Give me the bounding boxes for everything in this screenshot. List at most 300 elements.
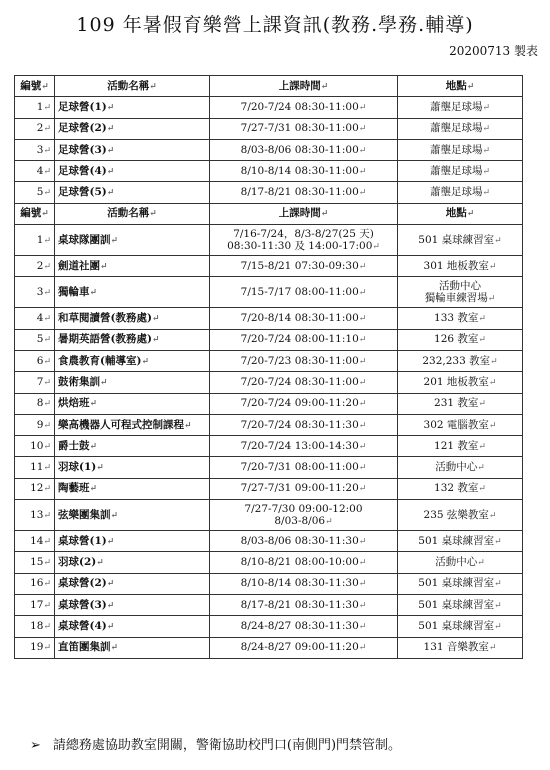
return-mark-icon: ↵ — [358, 557, 367, 568]
row-number — [15, 616, 55, 637]
location-text: 235 弦樂教室 — [423, 508, 489, 521]
return-mark-icon: ↵ — [358, 356, 367, 367]
table-row — [15, 350, 523, 371]
class-time — [210, 414, 398, 435]
header-row-2 — [15, 203, 523, 224]
class-time — [210, 277, 398, 308]
return-mark-icon: ↵ — [487, 293, 496, 304]
return-mark-icon: ↵ — [43, 235, 51, 246]
location-text: 301 地板教室 — [423, 259, 489, 272]
header-activity — [55, 203, 210, 224]
activity-name-text: 羽球(1) — [58, 461, 97, 474]
activity-name — [55, 277, 210, 308]
class-time-text: 8/10-8/14 08:30-11:30 — [240, 577, 359, 590]
return-mark-icon: ↵ — [43, 536, 51, 547]
return-mark-icon: ↵ — [488, 510, 497, 521]
class-time — [210, 594, 398, 615]
return-mark-icon: ↵ — [43, 510, 51, 521]
return-mark-icon: ↵ — [372, 241, 380, 252]
row-number-text: 16 — [30, 577, 44, 590]
row-number-text: 17 — [30, 598, 44, 611]
row-number-text: 1 — [36, 100, 44, 113]
location — [398, 637, 523, 658]
row-number — [15, 478, 55, 499]
location-text: 蕭壟足球場 — [429, 122, 483, 135]
class-time — [210, 161, 398, 182]
location-text: 蕭壟足球場 — [429, 143, 483, 156]
return-mark-icon: ↵ — [89, 484, 98, 495]
class-time — [210, 350, 398, 371]
table-row — [15, 500, 523, 531]
activity-name — [55, 139, 210, 160]
class-time-text: 7/16-7/24，8/3-8/27(25 天) — [233, 227, 374, 240]
return-mark-icon: ↵ — [358, 600, 367, 611]
return-mark-icon: ↵ — [358, 579, 367, 590]
location-text: 132 教室 — [434, 482, 479, 495]
class-time-text: 7/27-7/30 09:00-12:00 — [244, 502, 363, 515]
return-mark-icon: ↵ — [106, 579, 115, 590]
return-mark-icon: ↵ — [43, 287, 51, 298]
row-number-text: 15 — [30, 555, 44, 568]
activity-name-text: 桌球營(3) — [58, 598, 107, 611]
row-number — [15, 256, 55, 277]
location — [398, 457, 523, 478]
header-location — [398, 203, 523, 224]
activity-name-text: 足球營(5) — [58, 186, 107, 199]
activity-name — [55, 161, 210, 182]
footer-note — [30, 734, 401, 753]
return-mark-icon: ↵ — [358, 441, 367, 452]
location — [398, 225, 523, 256]
class-time — [210, 478, 398, 499]
return-mark-icon: ↵ — [149, 81, 157, 92]
class-time — [210, 308, 398, 329]
row-number — [15, 97, 55, 118]
class-time — [210, 552, 398, 573]
table-row — [15, 161, 523, 182]
class-time-text: 8/03-8/06 08:30-11:00 — [240, 143, 359, 156]
activity-name — [55, 308, 210, 329]
activity-name — [55, 118, 210, 139]
return-mark-icon: ↵ — [43, 484, 51, 495]
date-note: 20200713 製表 — [449, 44, 538, 58]
activity-name — [55, 256, 210, 277]
location — [398, 616, 523, 637]
row-number-text: 13 — [30, 508, 44, 521]
activity-name-text: 烘焙班 — [58, 397, 90, 410]
return-mark-icon: ↵ — [106, 621, 115, 632]
row-number — [15, 308, 55, 329]
class-time-text: 7/20-7/31 08:00-11:00 — [240, 461, 359, 474]
activity-name-text: 和草閱讀營(教務處) — [58, 312, 152, 325]
class-time-text: 7/15-8/21 07:30-09:30 — [240, 259, 359, 272]
class-time-text: 7/27-7/31 09:00-11:20 — [240, 482, 359, 495]
return-mark-icon: ↵ — [96, 463, 104, 474]
activity-name — [55, 97, 210, 118]
row-number-text: 14 — [30, 534, 44, 547]
return-mark-icon: ↵ — [41, 209, 49, 220]
return-mark-icon: ↵ — [100, 377, 108, 388]
class-time-text: 8/17-8/21 08:30-11:30 — [240, 598, 359, 611]
location-text: 活動中心 — [435, 555, 478, 568]
location-text: 501 桌球練習室 — [418, 534, 495, 547]
table-row — [15, 616, 523, 637]
class-time-text: 8/10-8/14 08:30-11:00 — [240, 164, 359, 177]
return-mark-icon: ↵ — [106, 102, 115, 113]
location-text: 501 桌球練習室 — [418, 233, 495, 246]
return-mark-icon: ↵ — [482, 145, 491, 156]
return-mark-icon: ↵ — [478, 441, 486, 452]
return-mark-icon: ↵ — [466, 209, 475, 220]
return-mark-icon: ↵ — [494, 579, 502, 590]
table-row — [15, 329, 523, 350]
class-time-text: 7/20-8/14 08:30-11:00 — [240, 312, 359, 325]
activity-name — [55, 393, 210, 414]
row-number-text: 7 — [36, 375, 44, 388]
location — [398, 372, 523, 393]
activity-name — [55, 414, 210, 435]
activity-name-text: 樂高機器人可程式控制課程 — [58, 418, 184, 431]
activity-name-text: 桌球隊團訓 — [58, 233, 111, 246]
location — [398, 552, 523, 573]
activity-name-text: 獨輪車 — [58, 285, 90, 298]
row-number — [15, 531, 55, 552]
activity-name — [55, 637, 210, 658]
header-activity-text: 活動名稱 — [107, 207, 150, 220]
row-number — [15, 139, 55, 160]
class-time-text: 7/20-7/24 08:00-11:10 — [240, 333, 359, 346]
class-time — [210, 256, 398, 277]
activity-name-text: 羽球(2) — [58, 555, 97, 568]
header-no — [15, 76, 55, 97]
header-time — [210, 76, 398, 97]
return-mark-icon: ↵ — [358, 420, 367, 431]
return-mark-icon: ↵ — [494, 536, 502, 547]
row-number — [15, 414, 55, 435]
activity-name-text: 桌球營(4) — [58, 619, 107, 632]
location — [398, 436, 523, 457]
location-text: 126 教室 — [434, 333, 479, 346]
row-number — [15, 372, 55, 393]
row-number — [15, 225, 55, 256]
return-mark-icon: ↵ — [43, 377, 51, 388]
row-number-text: 4 — [36, 164, 44, 177]
location — [398, 393, 523, 414]
class-time — [210, 616, 398, 637]
header-no-text: 編號 — [20, 79, 42, 92]
class-time — [210, 118, 398, 139]
return-mark-icon: ↵ — [43, 420, 51, 431]
class-time-text: 08:30-11:30 及 14:00-17:00 — [227, 239, 373, 252]
return-mark-icon: ↵ — [43, 600, 51, 611]
return-mark-icon: ↵ — [478, 484, 486, 495]
location — [398, 478, 523, 499]
activity-name — [55, 372, 210, 393]
return-mark-icon: ↵ — [110, 235, 119, 246]
return-mark-icon: ↵ — [43, 188, 51, 199]
class-time — [210, 457, 398, 478]
activity-name-text: 暑期英語營(教務處) — [58, 333, 152, 346]
return-mark-icon: ↵ — [43, 261, 51, 272]
row-number — [15, 500, 55, 531]
return-mark-icon: ↵ — [320, 81, 329, 92]
return-mark-icon: ↵ — [358, 463, 367, 474]
activity-name — [55, 478, 210, 499]
header-time-text: 上課時間 — [278, 207, 321, 220]
row-number — [15, 573, 55, 594]
table-row — [15, 256, 523, 277]
class-time-text: 7/20-7/24 13:00-14:30 — [240, 439, 359, 452]
return-mark-icon: ↵ — [478, 314, 486, 325]
header-activity — [55, 76, 210, 97]
class-time-text: 8/24-8/27 08:30-11:30 — [240, 619, 359, 632]
return-mark-icon: ↵ — [358, 399, 367, 410]
return-mark-icon: ↵ — [43, 557, 51, 568]
table-row — [15, 478, 523, 499]
table-row — [15, 393, 523, 414]
return-mark-icon: ↵ — [358, 377, 367, 388]
class-time — [210, 436, 398, 457]
activity-name — [55, 225, 210, 256]
table-row — [15, 594, 523, 615]
return-mark-icon: ↵ — [151, 314, 160, 325]
row-number-text: 5 — [36, 333, 44, 346]
return-mark-icon: ↵ — [358, 536, 367, 547]
location-text: 獨輪車練習場 — [424, 291, 488, 304]
return-mark-icon: ↵ — [43, 166, 51, 177]
activity-name — [55, 457, 210, 478]
return-mark-icon: ↵ — [43, 643, 51, 654]
row-number — [15, 329, 55, 350]
table-row — [15, 277, 523, 308]
class-time — [210, 97, 398, 118]
table-row — [15, 118, 523, 139]
class-time-text: 7/27-7/31 08:30-11:00 — [240, 122, 359, 135]
table-row — [15, 372, 523, 393]
class-time — [210, 500, 398, 531]
row-number — [15, 350, 55, 371]
return-mark-icon: ↵ — [477, 557, 485, 568]
activity-name-text: 鼓術集訓 — [58, 375, 100, 388]
location-text: 501 桌球練習室 — [418, 619, 495, 632]
activity-name — [55, 329, 210, 350]
return-mark-icon: ↵ — [43, 579, 51, 590]
class-time-text: 8/03-8/06 — [274, 514, 326, 527]
class-time-text: 7/20-7/24 08:30-11:30 — [240, 418, 359, 431]
header-location-text: 地點 — [445, 79, 467, 92]
activity-name — [55, 616, 210, 637]
location — [398, 594, 523, 615]
row-number — [15, 161, 55, 182]
return-mark-icon: ↵ — [43, 145, 51, 156]
return-mark-icon: ↵ — [358, 124, 367, 135]
row-number-text: 11 — [30, 461, 44, 474]
row-number — [15, 552, 55, 573]
class-time-text: 7/15-7/17 08:00-11:00 — [240, 285, 359, 298]
location-text: 133 教室 — [434, 312, 479, 325]
activity-name-text: 足球營(2) — [58, 122, 107, 135]
return-mark-icon: ↵ — [106, 166, 115, 177]
return-mark-icon: ↵ — [89, 441, 98, 452]
row-number-text: 19 — [30, 641, 44, 654]
row-number — [15, 182, 55, 203]
location — [398, 256, 523, 277]
row-number-text: 10 — [30, 439, 44, 452]
header-no — [15, 203, 55, 224]
return-mark-icon: ↵ — [43, 335, 51, 346]
location — [398, 118, 523, 139]
class-time-text: 8/17-8/21 08:30-11:00 — [240, 186, 359, 199]
class-time-text: 7/20-7/24 08:30-11:00 — [240, 375, 359, 388]
location — [398, 139, 523, 160]
row-number-text: 1 — [36, 233, 44, 246]
return-mark-icon: ↵ — [478, 399, 486, 410]
location-text: 302 電腦教室 — [423, 418, 489, 431]
return-mark-icon: ↵ — [43, 621, 51, 632]
return-mark-icon: ↵ — [110, 510, 119, 521]
location — [398, 350, 523, 371]
class-time-text: 7/20-7/24 08:30-11:00 — [240, 100, 359, 113]
location — [398, 500, 523, 531]
return-mark-icon: ↵ — [482, 124, 491, 135]
return-mark-icon: ↵ — [358, 621, 367, 632]
class-time — [210, 225, 398, 256]
row-number-text: 5 — [36, 186, 44, 199]
location-text: 蕭壟足球場 — [429, 100, 483, 113]
return-mark-icon: ↵ — [141, 356, 149, 367]
activity-name — [55, 552, 210, 573]
return-mark-icon: ↵ — [106, 536, 115, 547]
activity-name — [55, 531, 210, 552]
return-mark-icon: ↵ — [478, 335, 486, 346]
row-number-text: 2 — [36, 122, 44, 135]
header-row-1 — [15, 76, 523, 97]
table-row — [15, 457, 523, 478]
table-row — [15, 97, 523, 118]
return-mark-icon: ↵ — [43, 463, 51, 474]
row-number-text: 18 — [30, 619, 44, 632]
header-activity-text: 活動名稱 — [107, 79, 150, 92]
return-mark-icon: ↵ — [151, 335, 160, 346]
class-time — [210, 182, 398, 203]
class-time — [210, 372, 398, 393]
row-number — [15, 118, 55, 139]
schedule-table — [14, 75, 523, 659]
activity-name — [55, 500, 210, 531]
return-mark-icon: ↵ — [488, 643, 497, 654]
return-mark-icon: ↵ — [490, 356, 498, 367]
row-number — [15, 436, 55, 457]
return-mark-icon: ↵ — [358, 261, 367, 272]
location — [398, 182, 523, 203]
return-mark-icon: ↵ — [106, 145, 115, 156]
row-number — [15, 594, 55, 615]
return-mark-icon: ↵ — [149, 209, 157, 220]
row-number-text: 8 — [36, 397, 44, 410]
location-text: 201 地板教室 — [423, 375, 489, 388]
location — [398, 329, 523, 350]
activity-name-text: 足球營(3) — [58, 143, 107, 156]
activity-name-text: 弦樂團集訓 — [58, 508, 111, 521]
return-mark-icon: ↵ — [358, 188, 367, 199]
return-mark-icon: ↵ — [358, 335, 367, 346]
row-number-text: 4 — [36, 312, 44, 325]
header-location-text: 地點 — [445, 207, 467, 220]
return-mark-icon: ↵ — [488, 261, 497, 272]
return-mark-icon: ↵ — [358, 643, 367, 654]
activity-name — [55, 182, 210, 203]
header-location — [398, 76, 523, 97]
return-mark-icon: ↵ — [358, 166, 367, 177]
return-mark-icon: ↵ — [89, 399, 98, 410]
return-mark-icon: ↵ — [320, 209, 329, 220]
return-mark-icon: ↵ — [358, 287, 367, 298]
table-row — [15, 182, 523, 203]
return-mark-icon: ↵ — [106, 188, 115, 199]
location-text: 蕭壟足球場 — [429, 186, 483, 199]
return-mark-icon: ↵ — [43, 124, 51, 135]
return-mark-icon: ↵ — [43, 356, 51, 367]
activity-name — [55, 573, 210, 594]
table-row — [15, 414, 523, 435]
row-number-text: 3 — [36, 285, 44, 298]
location — [398, 308, 523, 329]
header-no-text: 編號 — [20, 207, 42, 220]
footer-note-text: 請總務處協助教室開關，警衛協助校門口(南側門)門禁管制。 — [52, 738, 402, 753]
return-mark-icon: ↵ — [482, 188, 491, 199]
table-row — [15, 308, 523, 329]
return-mark-icon: ↵ — [482, 102, 491, 113]
activity-name-text: 爵士鼓 — [58, 439, 90, 452]
class-time-text: 7/20-7/23 08:30-11:00 — [240, 354, 359, 367]
arrow-icon: ➢ — [30, 738, 41, 753]
location-text: 501 桌球練習室 — [418, 598, 495, 611]
return-mark-icon: ↵ — [494, 600, 502, 611]
class-time — [210, 531, 398, 552]
row-number — [15, 637, 55, 658]
return-mark-icon: ↵ — [96, 557, 104, 568]
return-mark-icon: ↵ — [358, 145, 367, 156]
return-mark-icon: ↵ — [466, 81, 475, 92]
document-title: 109 年暑假育樂營上課資訊(教務.學務.輔導) — [76, 14, 474, 36]
class-time — [210, 573, 398, 594]
table-row — [15, 573, 523, 594]
table-row — [15, 139, 523, 160]
location-text: 231 教室 — [434, 397, 479, 410]
activity-name — [55, 350, 210, 371]
activity-name-text: 食農教育(輔導室) — [58, 354, 142, 367]
return-mark-icon: ↵ — [482, 166, 491, 177]
class-time — [210, 329, 398, 350]
row-number — [15, 457, 55, 478]
return-mark-icon: ↵ — [358, 314, 367, 325]
location — [398, 414, 523, 435]
activity-name-text: 桌球營(1) — [58, 534, 107, 547]
table-row — [15, 436, 523, 457]
activity-name-text: 陶藝班 — [58, 482, 90, 495]
location-text: 活動中心 — [439, 279, 481, 292]
class-time-text: 8/24-8/27 09:00-11:20 — [240, 641, 359, 654]
return-mark-icon: ↵ — [488, 377, 497, 388]
return-mark-icon: ↵ — [325, 516, 333, 527]
location-text: 蕭壟足球場 — [429, 164, 483, 177]
location — [398, 161, 523, 182]
table-row — [15, 225, 523, 256]
return-mark-icon: ↵ — [494, 235, 502, 246]
activity-name — [55, 594, 210, 615]
return-mark-icon: ↵ — [477, 463, 485, 474]
return-mark-icon: ↵ — [358, 102, 367, 113]
